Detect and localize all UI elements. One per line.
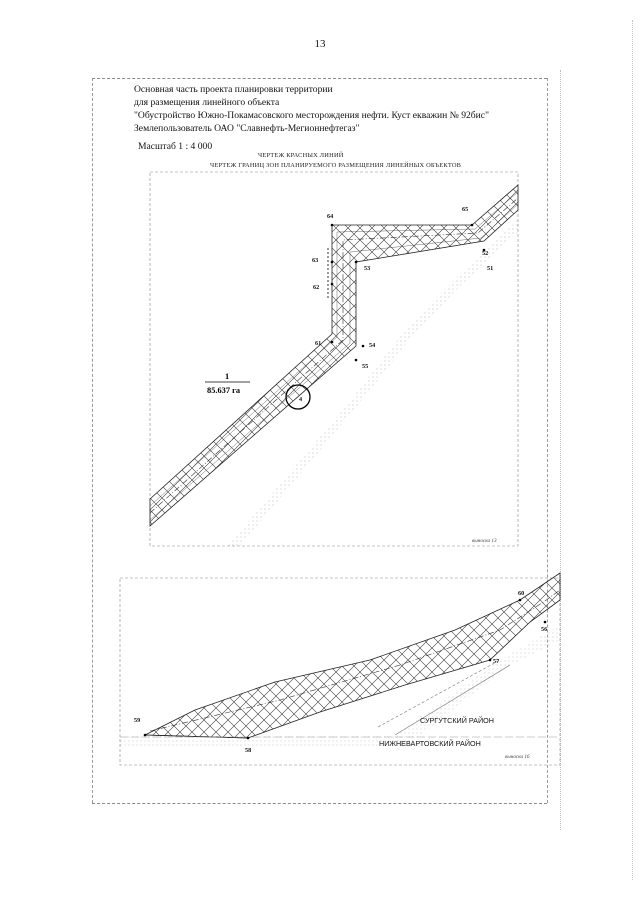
label-64: 64: [327, 213, 334, 220]
label-55: 55: [362, 363, 369, 370]
header-line-2: для размещения линейного объекта: [134, 97, 280, 108]
header-line-1: Основная часть проекта планировки территории: [134, 84, 333, 95]
label-63: 63: [312, 257, 319, 264]
label-51: 51: [487, 265, 494, 272]
point-58: [247, 737, 250, 740]
label-54: 54: [369, 342, 376, 349]
top-sheet-note: выноска 13: [472, 538, 497, 544]
point-56: [544, 621, 547, 624]
area-number: 1: [225, 372, 230, 381]
label-56: 56: [541, 626, 548, 633]
bottom-corridor-band: [145, 573, 560, 738]
drawing-title-red-lines: ЧЕРТЕЖ КРАСНЫХ ЛИНИЙ: [258, 152, 344, 159]
scale-text: Масштаб 1 : 4 000: [138, 141, 213, 152]
label-65: 65: [462, 206, 469, 213]
page-number: 13: [314, 38, 326, 50]
label-53: 53: [364, 265, 371, 272]
label-60: 60: [518, 590, 525, 597]
label-52: 52: [482, 250, 489, 257]
area-value: 85.637 га: [207, 386, 241, 395]
circle-label: 4: [299, 396, 303, 403]
label-57: 57: [493, 658, 500, 665]
region-surgut: СУРГУТСКИЙ РАЙОН: [420, 716, 494, 725]
header-line-4: Землепользователь ОАО "Славнефть-Мегионнефтегаз": [134, 123, 360, 134]
point-60: [519, 599, 522, 602]
drawing-title-zones: ЧЕРТЕЖ ГРАНИЦ ЗОН ПЛАНИРУЕМОГО РАЗМЕЩЕНИЯ ЛИНЕЙНЫХ ОБЪЕКТОВ: [210, 162, 462, 169]
label-58: 58: [245, 747, 252, 754]
point-57: [489, 659, 492, 662]
label-61: 61: [315, 340, 322, 347]
region-nizhnevartovsk: НИЖНЕВАРТОВСКИЙ РАЙОН: [379, 739, 481, 748]
label-59: 59: [134, 717, 141, 724]
header-line-3: "Обустройство Южно-Покамасовского месторождения нефти. Куст екважин № 92бис": [134, 110, 489, 121]
bottom-sheet-note: выноска 16: [505, 754, 530, 760]
point-59: [144, 734, 147, 737]
label-62: 62: [313, 284, 320, 291]
